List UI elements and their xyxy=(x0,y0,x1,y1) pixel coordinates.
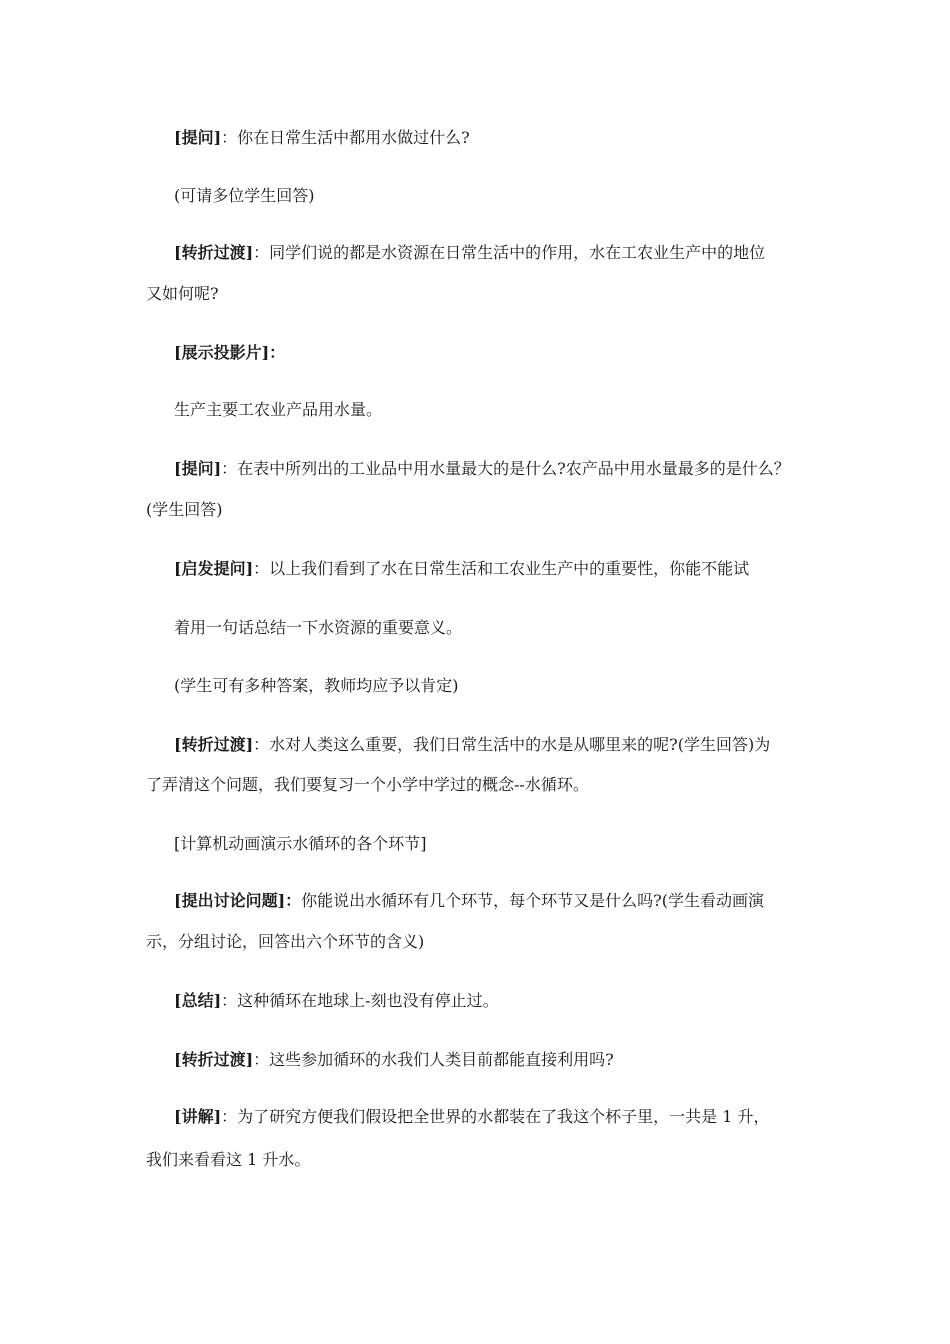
paragraph-transition-3 xyxy=(174,1050,614,1070)
label-tag: [提问] xyxy=(174,128,222,147)
label-tag: [转折过渡] xyxy=(174,735,254,754)
paragraph-text: ：这种循环在地球上-刻也没有停止过。 xyxy=(221,991,499,1010)
paragraph-text: ：水对人类这么重要，我们日常生活中的水是从哪里来的呢?(学生回答)为 xyxy=(253,735,771,754)
paragraph-summary xyxy=(174,991,499,1011)
paragraph-text: ：在表中所列出的工业品中用水量最大的是什么?农产品中用水量最多的是什么？ xyxy=(221,459,790,478)
paragraph-transition-1 xyxy=(174,243,765,263)
paragraph-text: (可请多位学生回答) xyxy=(174,186,315,205)
paragraph-text: 你能说出水循环有几个环节，每个环节又是什么吗?(学生看动画演 xyxy=(301,891,764,910)
paragraph-text: ：这些参加循环的水我们人类目前都能直接利用吗? xyxy=(253,1050,614,1069)
paragraph-explanation-cont xyxy=(146,1150,310,1170)
paragraph-text: 示，分组讨论，回答出六个环节的含义) xyxy=(146,932,425,951)
label-tag: [展示投影片]： xyxy=(174,343,286,362)
paragraph-question-2-cont xyxy=(146,500,223,520)
paragraph-animation-note xyxy=(174,834,427,854)
paragraph-slide-content xyxy=(174,400,382,420)
paragraph-discussion xyxy=(174,891,764,911)
paragraph-text: 又如何呢? xyxy=(146,284,219,303)
label-tag: [转折过渡] xyxy=(174,1050,254,1069)
paragraph-transition-2 xyxy=(174,735,770,755)
paragraph-text: ：以上我们看到了水在日常生活和工农业生产中的重要性，你能不能试 xyxy=(253,559,750,578)
paragraph-text: [计算机动画演示水循环的各个环节] xyxy=(174,834,427,853)
paragraph-text: 生产主要工农业产品用水量。 xyxy=(174,400,383,419)
paragraph-question-1 xyxy=(174,128,470,148)
paragraph-explanation xyxy=(174,1107,770,1127)
label-tag: [提问] xyxy=(174,459,222,478)
paragraph-inspire-question xyxy=(174,559,749,579)
paragraph-text: (学生回答) xyxy=(146,500,223,519)
paragraph-show-slides xyxy=(174,343,285,363)
paragraph-transition-2-cont xyxy=(146,775,589,795)
paragraph-inspire-cont xyxy=(174,618,462,638)
paragraph-question-2 xyxy=(174,459,790,479)
label-tag: [总结] xyxy=(174,991,222,1010)
paragraph-text: 着用一句话总结一下水资源的重要意义。 xyxy=(174,618,463,637)
paragraph-text: 了弄清这个问题，我们要复习一个小学中学过的概念--水循环。 xyxy=(146,775,589,794)
label-tag: [启发提问] xyxy=(174,559,254,578)
paragraph-text: 我们来看看这 1 升水。 xyxy=(146,1150,311,1169)
paragraph-text: ：为了研究方便我们假设把全世界的水都装在了我这个杯子里，一共是 1 升， xyxy=(221,1107,770,1126)
paragraph-text: (学生可有多种答案，教师均应予以肯定) xyxy=(174,676,459,695)
paragraph-transition-1-cont xyxy=(146,284,219,304)
label-tag: [提出讨论问题]： xyxy=(174,891,302,910)
paragraph-text: ：同学们说的都是水资源在日常生活中的作用，水在工农业生产中的地位 xyxy=(253,243,766,262)
paragraph-note-1 xyxy=(174,186,315,206)
label-tag: [转折过渡] xyxy=(174,243,254,262)
label-tag: [讲解] xyxy=(174,1107,222,1126)
paragraph-discussion-cont xyxy=(146,932,424,952)
paragraph-text: ：你在日常生活中都用水做过什么? xyxy=(221,128,470,147)
paragraph-note-2 xyxy=(174,676,459,696)
